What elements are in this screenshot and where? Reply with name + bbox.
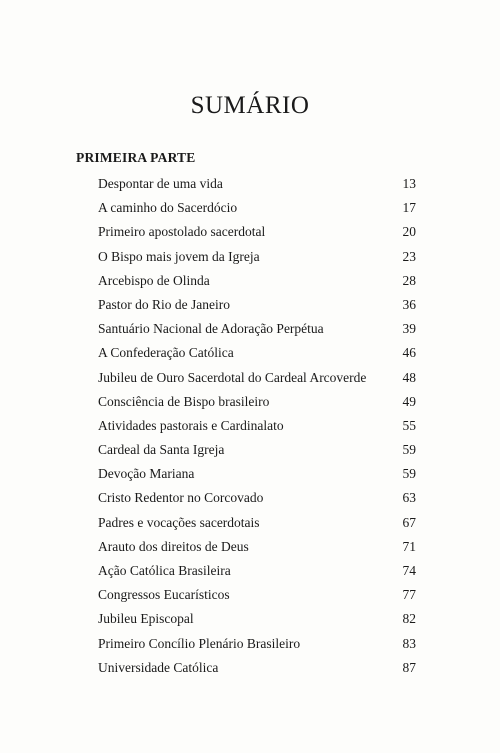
toc-entry-page-number: 17 — [402, 200, 416, 216]
toc-entry-title: Primeiro Concílio Plenário Brasileiro — [98, 635, 301, 651]
toc-entry-page-number: 71 — [402, 538, 416, 554]
toc-entry — [98, 607, 416, 631]
toc-entry-page-number: 59 — [402, 466, 416, 482]
toc-entry-page-number: 82 — [402, 611, 416, 627]
toc-entry — [98, 220, 416, 244]
toc-entry-title: A Confederação Católica — [98, 345, 234, 361]
toc-entry-title: Arauto dos direitos de Deus — [98, 538, 249, 554]
toc-entry-page-number: 83 — [402, 635, 416, 651]
toc-entry-page-number: 49 — [402, 393, 416, 409]
toc-entry — [98, 632, 416, 656]
toc-entry-title: Padres e vocações sacerdotais — [98, 514, 260, 530]
toc-entry-title: Arcebispo de Olinda — [98, 272, 210, 288]
toc-entry-page-number: 63 — [402, 490, 416, 506]
toc-entry-page-number: 55 — [402, 417, 416, 433]
toc-entry — [98, 511, 416, 535]
toc-entry-title: Devoção Mariana — [98, 466, 195, 482]
toc-entry-page-number: 74 — [402, 563, 416, 578]
toc-entry-page-number: 48 — [402, 369, 416, 385]
toc-entry-title: O Bispo mais jovem da Igreja — [98, 248, 260, 264]
toc-entry-page-number: 59 — [402, 442, 416, 458]
toc-entry-title: Despontar de uma vida — [98, 176, 223, 191]
toc-entry — [98, 559, 416, 583]
toc-entry-title: Santuário Nacional de Adoração Perpétua — [98, 321, 324, 337]
toc-entry — [98, 366, 416, 390]
toc-entry-title: A caminho do Sacerdócio — [98, 200, 238, 216]
toc-entry — [98, 341, 416, 365]
toc-entry-title: Primeiro apostolado sacerdotal — [98, 224, 266, 240]
toc-entry-title: Jubileu Episcopal — [98, 611, 194, 627]
toc-entry-page-number: 36 — [402, 296, 416, 312]
toc-entry-title: Universidade Católica — [98, 659, 219, 675]
toc-entry — [98, 414, 416, 438]
part-heading: PRIMEIRA PARTE — [76, 150, 196, 165]
toc-entry — [98, 656, 416, 680]
toc-entry-page-number: 23 — [402, 248, 416, 264]
toc-entry — [98, 317, 416, 341]
toc-entry-title: Congressos Eucarísticos — [98, 587, 230, 603]
toc-entry-title: Atividades pastorais e Cardinalato — [98, 417, 284, 433]
toc-entry-title: Jubileu de Ouro Sacerdotal do Cardeal Arcoverde — [98, 369, 367, 385]
toc-entry-page-number: 20 — [402, 224, 416, 240]
toc-entry-page-number: 39 — [402, 321, 416, 337]
toc-entry-title: Consciência de Bispo brasileiro — [98, 393, 270, 409]
toc-entry — [98, 293, 416, 317]
toc-entry-title: Cardeal da Santa Igreja — [98, 442, 225, 458]
toc-entry — [98, 583, 416, 607]
toc-entry — [98, 462, 416, 486]
toc-entry-page-number: 67 — [402, 514, 416, 530]
toc-entry — [98, 245, 416, 269]
toc-entry-title: Ação Católica Brasileira — [98, 563, 231, 578]
toc-entry — [98, 486, 416, 510]
table-of-contents — [98, 172, 416, 680]
toc-entry — [98, 535, 416, 559]
toc-entry-page-number: 46 — [402, 345, 416, 361]
toc-entry — [98, 196, 416, 220]
toc-entry — [98, 172, 416, 196]
toc-entry-page-number: 87 — [402, 659, 416, 675]
toc-entry — [98, 438, 416, 462]
toc-entry-page-number: 77 — [402, 587, 416, 603]
toc-entry — [98, 269, 416, 293]
toc-entry-page-number: 28 — [402, 272, 416, 288]
page-title: SUMÁRIO — [190, 92, 310, 119]
toc-entry-title: Cristo Redentor no Corcovado — [98, 490, 264, 506]
toc-entry — [98, 390, 416, 414]
toc-entry-page-number: 13 — [402, 176, 416, 191]
toc-entry-title: Pastor do Rio de Janeiro — [98, 296, 230, 312]
